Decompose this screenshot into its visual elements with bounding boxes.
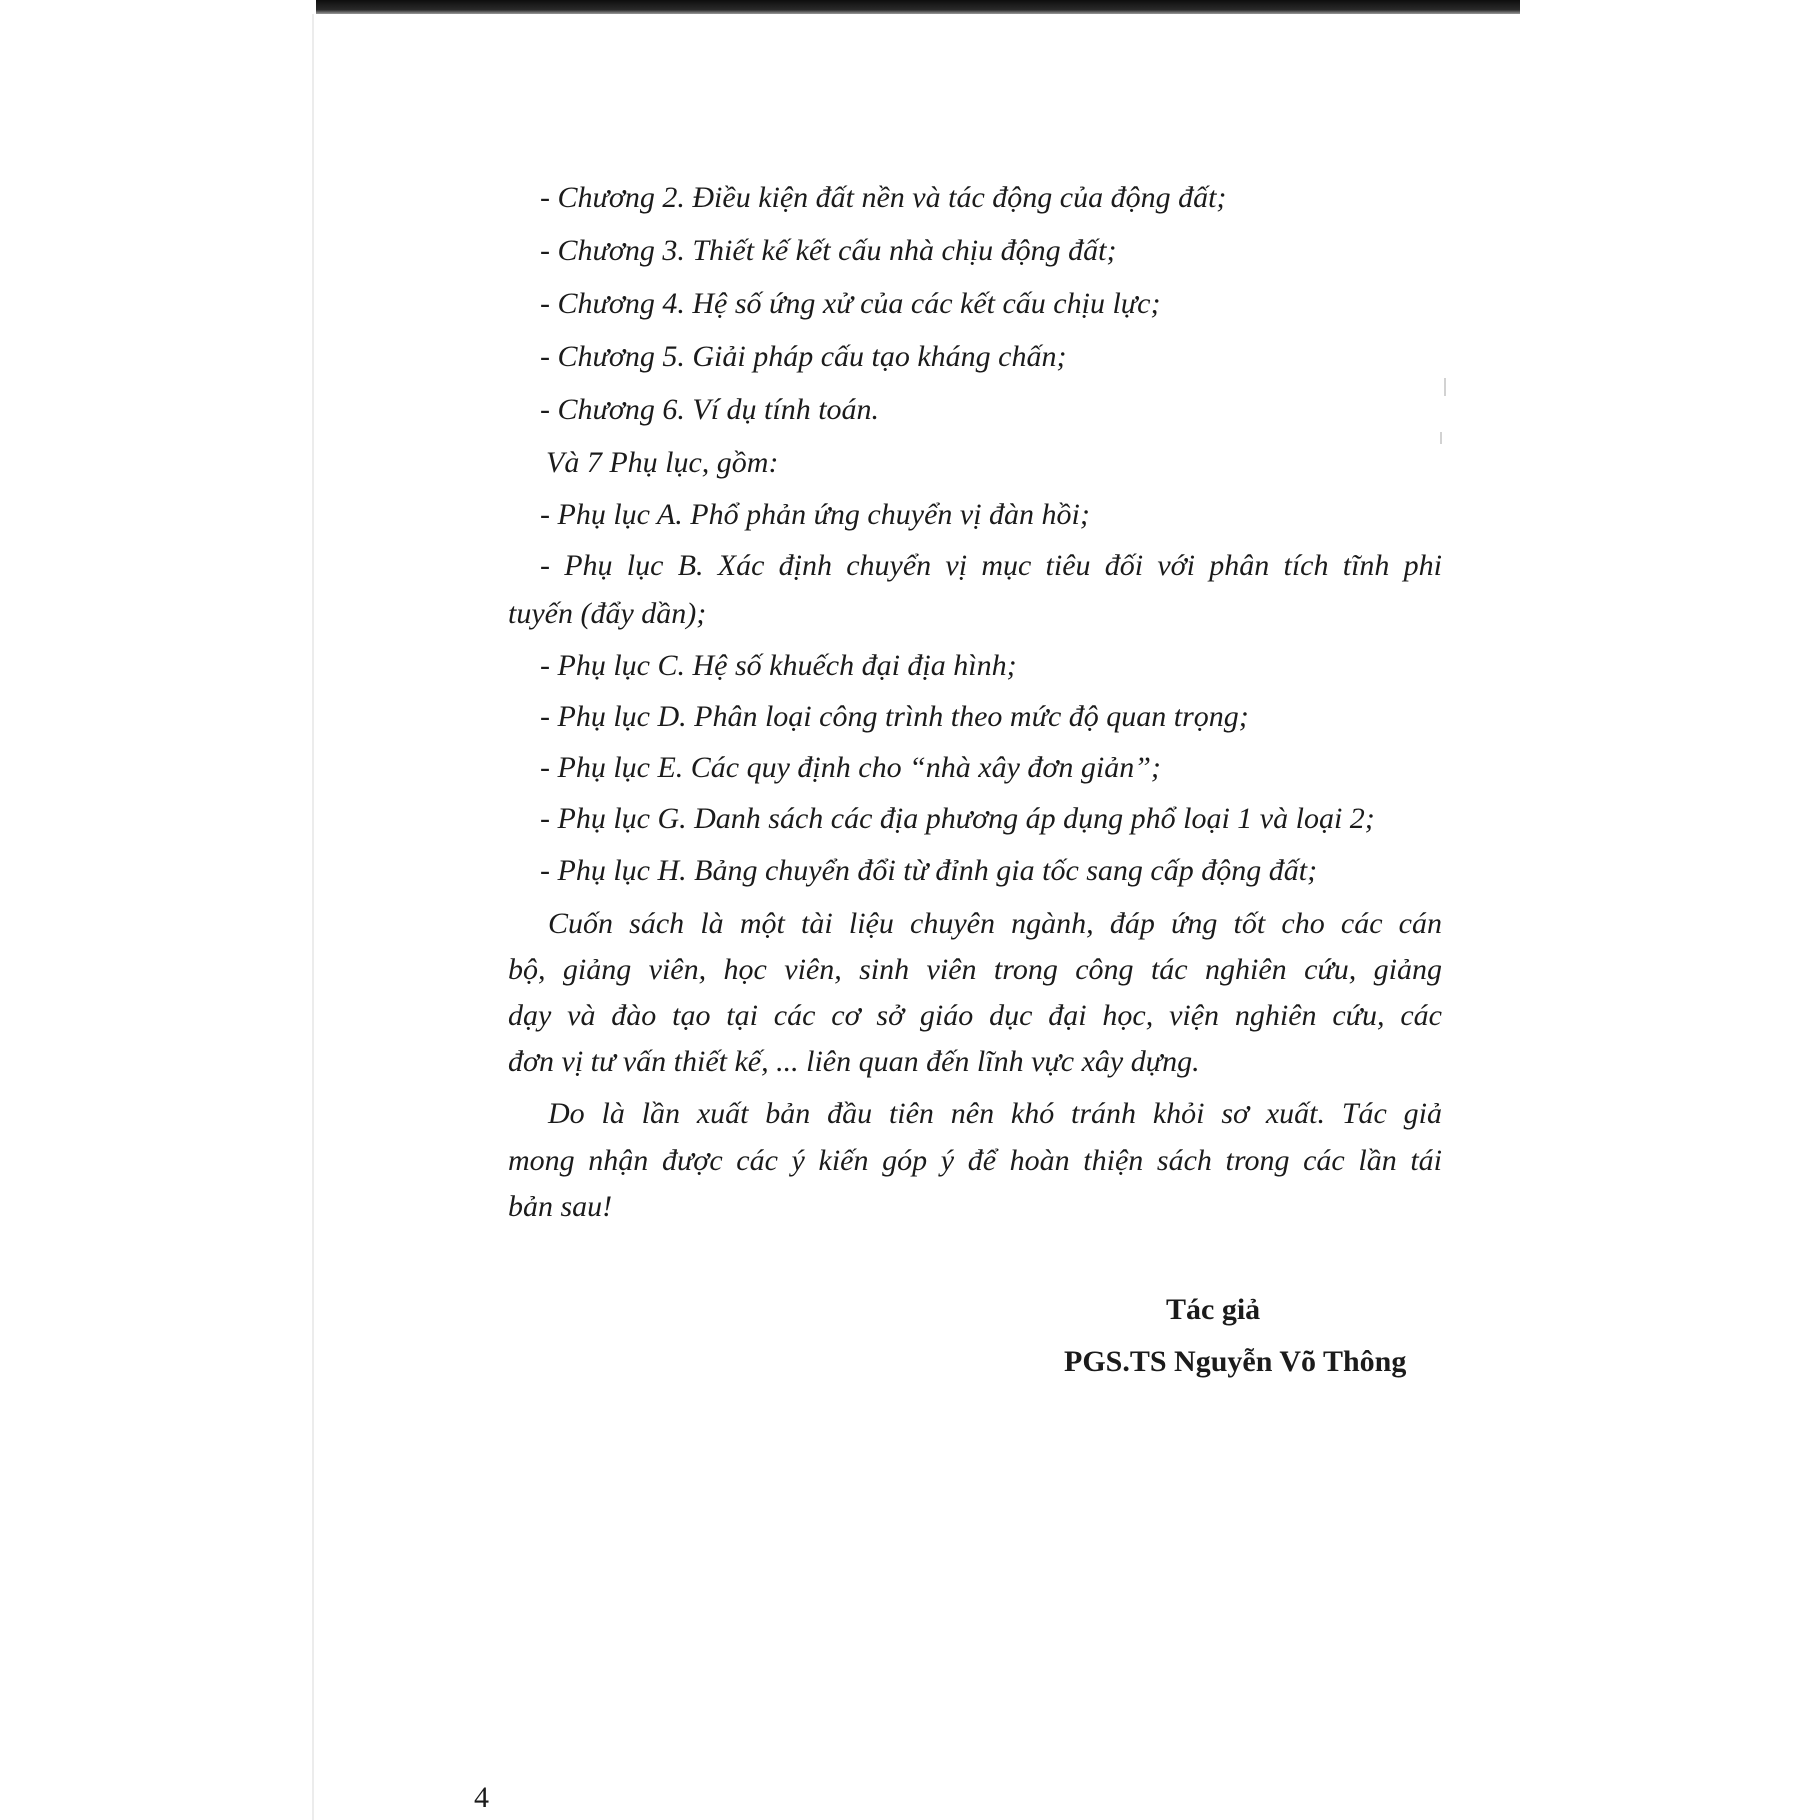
signature-name: PGS.TS Nguyễn Võ Thông: [1064, 1345, 1407, 1378]
chapter-item: - Chương 6. Ví dụ tính toán.: [540, 393, 880, 426]
appendix-item: - Phụ lục C. Hệ số khuếch đại địa hình;: [540, 649, 1017, 682]
appendix-item: - Phụ lục A. Phổ phản ứng chuyển vị đàn hồi;: [540, 498, 1090, 531]
paragraph-line: đơn vị tư vấn thiết kế, ... liên quan đến lĩnh vực xây dựng.: [508, 1045, 1200, 1078]
signature-role: Tác giả: [1166, 1293, 1261, 1326]
scan-artifact-mark: [1440, 432, 1442, 444]
appendix-item: - Phụ lục E. Các quy định cho “nhà xây đơn giản”;: [540, 751, 1161, 784]
scan-artifact-mark: [1444, 378, 1446, 396]
chapter-item: - Chương 3. Thiết kế kết cấu nhà chịu động đất;: [540, 234, 1117, 267]
paragraph-line: dạy và đào tạo tại các cơ sở giáo dục đại học, viện nghiên cứu, các: [508, 999, 1442, 1032]
chapter-item: - Chương 4. Hệ số ứng xử của các kết cấu chịu lực;: [540, 287, 1161, 320]
paragraph-line: Do là lần xuất bản đầu tiên nên khó tránh khỏi sơ xuất. Tác giả: [548, 1097, 1442, 1130]
appendix-item-continuation: tuyến (đẩy dần);: [508, 597, 707, 630]
scan-top-edge: [316, 0, 1520, 14]
appendix-intro: Và 7 Phụ lục, gồm:: [546, 446, 779, 479]
paragraph-line: bản sau!: [508, 1190, 613, 1223]
paragraph-line: bộ, giảng viên, học viên, sinh viên trong công tác nghiên cứu, giảng: [508, 953, 1442, 986]
appendix-item: - Phụ lục G. Danh sách các địa phương áp dụng phổ loại 1 và loại 2;: [540, 802, 1375, 835]
scan-left-edge: [312, 14, 314, 1820]
appendix-item: - Phụ lục B. Xác định chuyển vị mục tiêu đối với phân tích tĩnh phi: [540, 549, 1442, 582]
paragraph-line: mong nhận được các ý kiến góp ý để hoàn thiện sách trong các lần tái: [508, 1144, 1442, 1177]
chapter-item: - Chương 2. Điều kiện đất nền và tác động của động đất;: [540, 181, 1227, 214]
chapter-item: - Chương 5. Giải pháp cấu tạo kháng chấn;: [540, 340, 1067, 373]
paragraph-line: Cuốn sách là một tài liệu chuyên ngành, đáp ứng tốt cho các cán: [548, 907, 1442, 940]
appendix-item: - Phụ lục D. Phân loại công trình theo mức độ quan trọng;: [540, 700, 1249, 733]
page-number: 4: [474, 1781, 489, 1814]
appendix-item: - Phụ lục H. Bảng chuyển đổi từ đỉnh gia tốc sang cấp động đất;: [540, 854, 1318, 887]
